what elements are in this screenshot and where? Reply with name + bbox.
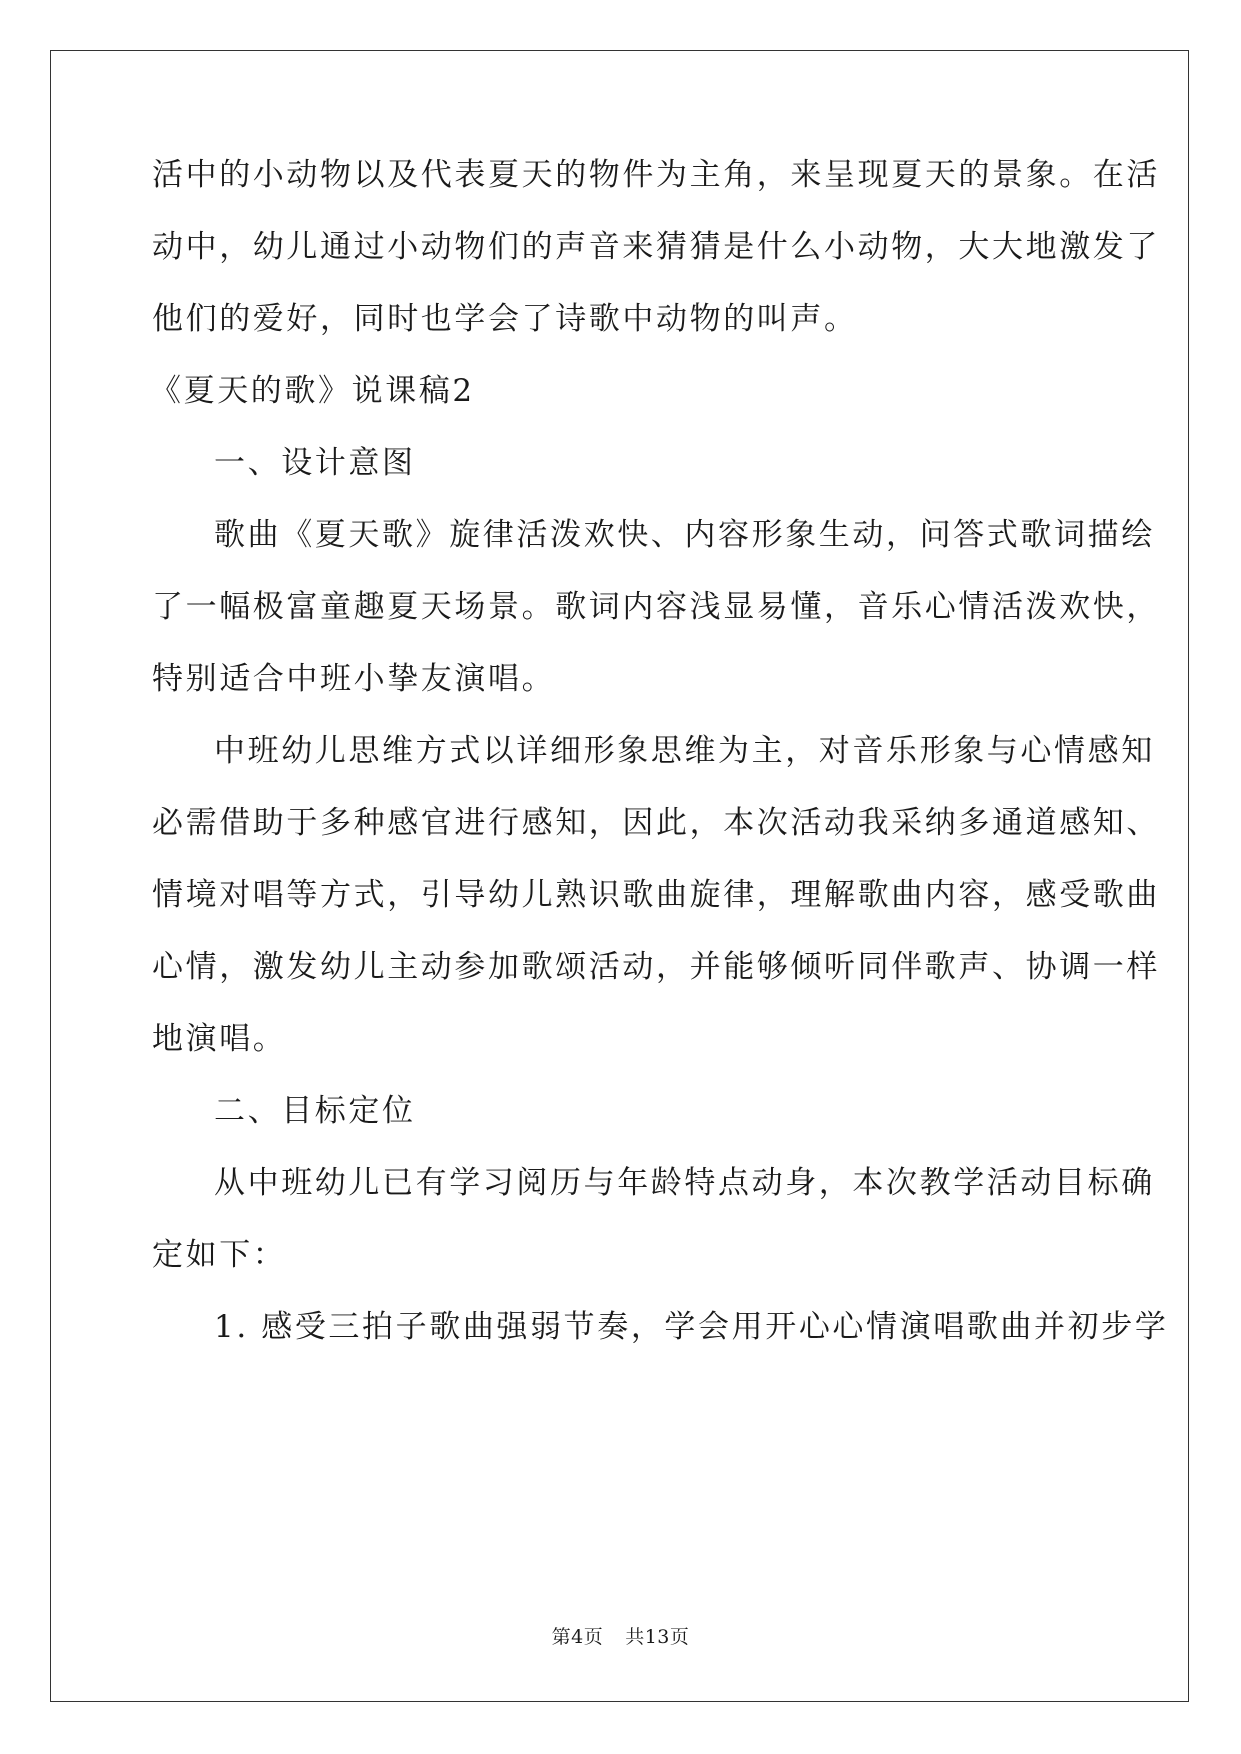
paragraph-line: 了一幅极富童趣夏天场景。歌词内容浅显易懂，音乐心情活泼欢快， bbox=[152, 589, 1160, 625]
page-total: 共13页 bbox=[625, 1626, 690, 1648]
paragraph-line: 特别适合中班小挚友演唱。 bbox=[152, 661, 556, 697]
section-title: 《夏天的歌》说课稿2 bbox=[150, 373, 475, 409]
paragraph-line: 心情，激发幼儿主动参加歌颂活动，并能够倾听同伴歌声、协调一样 bbox=[152, 949, 1160, 985]
paragraph-line: 中班幼儿思维方式以详细形象思维为主，对音乐形象与心情感知 bbox=[214, 733, 1155, 769]
page-footer bbox=[0, 1625, 1241, 1649]
section-heading: 二、目标定位 bbox=[214, 1093, 416, 1129]
paragraph-line: 定如下： bbox=[152, 1237, 287, 1273]
paragraph-line: 必需借助于多种感官进行感知，因此，本次活动我采纳多通道感知、 bbox=[152, 805, 1160, 841]
paragraph-line: 他们的爱好，同时也学会了诗歌中动物的叫声。 bbox=[152, 301, 858, 337]
page-number: 第4页 bbox=[551, 1626, 604, 1648]
paragraph-line: 地演唱。 bbox=[152, 1021, 287, 1057]
paragraph-line: 活中的小动物以及代表夏天的物件为主角，来呈现夏天的景象。在活 bbox=[152, 157, 1160, 193]
paragraph-line: 从中班幼儿已有学习阅历与年龄特点动身，本次教学活动目标确 bbox=[214, 1165, 1155, 1201]
paragraph-line: 情境对唱等方式，引导幼儿熟识歌曲旋律，理解歌曲内容，感受歌曲 bbox=[152, 877, 1160, 913]
paragraph-line: 歌曲《夏天歌》旋律活泼欢快、内容形象生动，问答式歌词描绘 bbox=[214, 517, 1155, 553]
section-heading: 一、设计意图 bbox=[214, 445, 416, 481]
paragraph-line: 动中，幼儿通过小动物们的声音来猜猜是什么小动物，大大地激发了 bbox=[152, 229, 1160, 265]
list-item: 1. 感受三拍子歌曲强弱节奏，学会用开心心情演唱歌曲并初步学 bbox=[214, 1309, 1169, 1345]
